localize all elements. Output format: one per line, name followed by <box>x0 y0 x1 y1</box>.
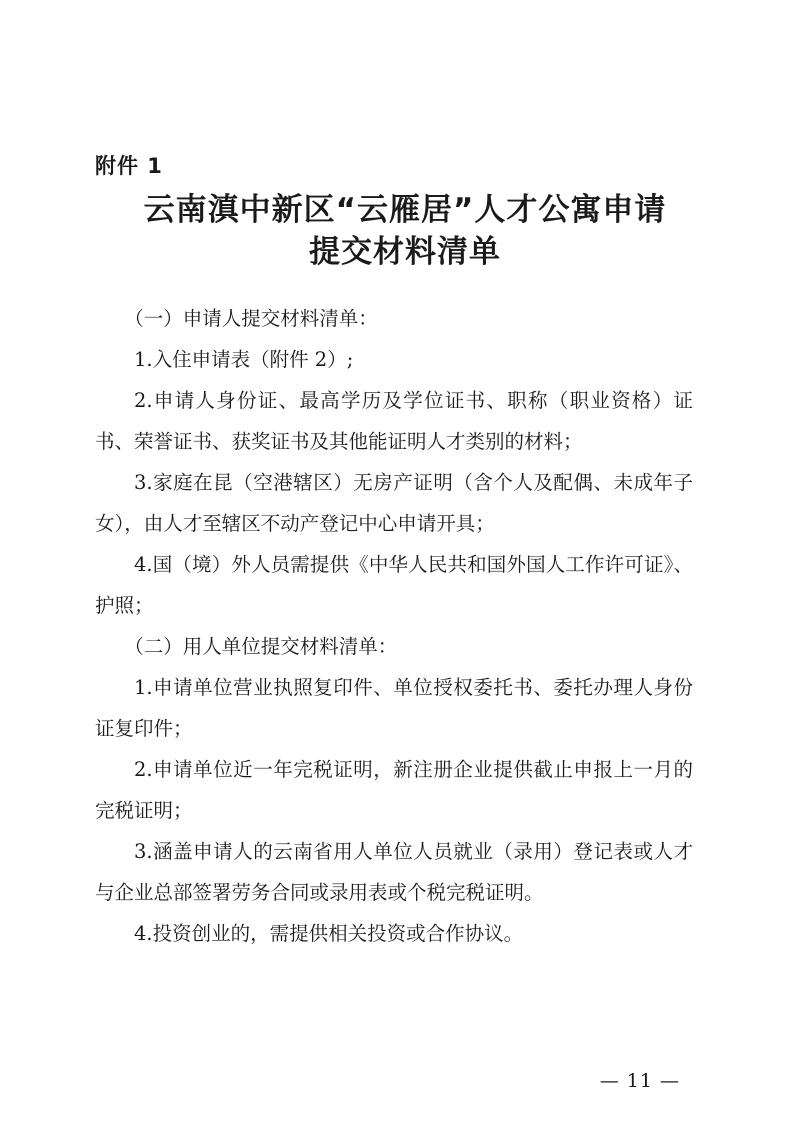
list-item-applicant-1: 1.入住申请表（附件 2）; <box>134 348 354 371</box>
section-heading-applicant: （一）申请人提交材料清单： <box>124 307 378 330</box>
list-item-applicant-2: 2.申请人身份证、最高学历及学位证书、职称（职业资格）证书、荣誉证书、获奖证书及其他能证明人才类别的材料； <box>95 389 693 453</box>
document-title-line-1: 云南滇中新区“云雁居”人才公寓申请 <box>143 192 667 228</box>
page-number: — 11 — <box>599 1070 680 1092</box>
list-item-applicant-4: 4.国（境）外人员需提供《中华人民共和国外国人工作许可证》、护照； <box>95 553 693 617</box>
document-title-line-2: 提交材料清单 <box>309 234 501 270</box>
list-item-applicant-3: 3.家庭在昆（空港辖区）无房产证明（含个人及配偶、未成年子女），由人才至辖区不动产登记中心申请开具； <box>95 471 693 535</box>
document-body <box>95 298 693 954</box>
section-heading-employer: （二）用人单位提交材料清单： <box>124 635 398 658</box>
list-item-employer-4: 4.投资创业的，需提供相关投资或合作协议。 <box>134 922 524 945</box>
list-item-employer-1: 1.申请单位营业执照复印件、单位授权委托书、委托办理人身份证复印件； <box>95 676 693 740</box>
list-item-employer-3: 3.涵盖申请人的云南省用人单位人员就业（录用）登记表或人才与企业总部签署劳务合同或录用表或个税完税证明。 <box>95 840 693 904</box>
list-item-employer-2: 2.申请单位近一年完税证明，新注册企业提供截止申报上一月的完税证明； <box>95 758 693 822</box>
attachment-label: 附件 1 <box>95 154 163 178</box>
